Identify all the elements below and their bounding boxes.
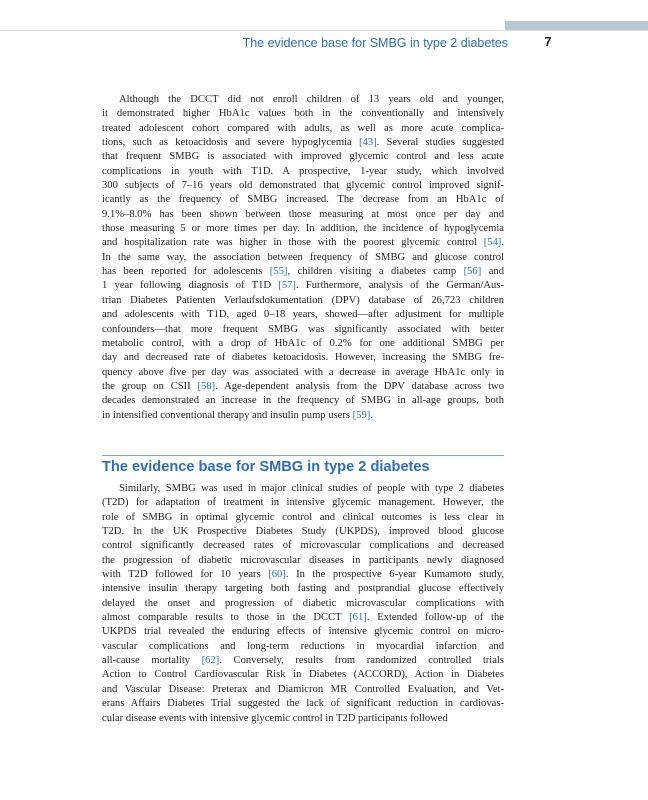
text-line: intensive insulin therapy targeting both fasting and postprandial glucose effectively [102, 583, 504, 595]
text-line: In the same way, the association between frequency of SMBG and glucose control [102, 251, 504, 263]
text-line: control significantly decreased rates of microvascular complications and decreased [102, 540, 504, 552]
text-line: the group on CSII [58]. Age-dependent analysis from the DPV database across two [102, 380, 504, 392]
text-line: Similarly, SMBG was used in major clinical studies of people with type 2 diabetes [119, 483, 504, 494]
text-line: that frequent SMBG is associated with improved glycemic control and less acute [102, 151, 504, 163]
text-line: metabolic control, with a drop of HbA1c of 0.2% for one additional SMBG per [102, 337, 504, 349]
text-line: quency above five per day was associated with a decrease in average HbA1c only in [102, 366, 504, 378]
header-rule [0, 30, 648, 31]
text-line: in intensified conventional therapy and insulin pump users [59]. [102, 409, 373, 421]
citation-link[interactable]: [61] [349, 612, 367, 624]
text-line: the progression of diabetic microvascular diseases in participants newly diagnosed [102, 554, 504, 566]
section-heading: The evidence base for SMBG in type 2 diabetes [102, 459, 430, 475]
paragraph-dcct-children [102, 93, 504, 423]
text-line: 1 year following diagnosis of T1D [57]. Furthermore, analysis of the German/Aus- [102, 280, 504, 292]
text-line: has been reported for adolescents [55], children visiting a diabetes camp [56] and [102, 266, 504, 278]
text-line: vascular complications and long-term reductions in myocardial infarction and [102, 640, 504, 652]
text-line: erans Affairs Diabetes Trial suggested the lack of significant reduction in cardiovas- [102, 698, 504, 710]
paragraph-smbg-t2d [102, 482, 504, 726]
text-line: with T2D followed for 10 years [60]. In the prospective 6-year Kumamoto study, [102, 569, 504, 581]
text-line: (T2D) for adaptation of treatment in intensive glycemic management. However, the [102, 497, 504, 509]
citation-link[interactable]: [54] [483, 237, 502, 249]
text-line: role of SMBG in optimal glycemic control and clinical outcomes is less clear in [102, 511, 504, 523]
running-head-title: The evidence base for SMBG in type 2 diabetes [242, 36, 508, 50]
citation-link[interactable]: [57] [278, 280, 296, 292]
text-line: treated adolescent cohort compared with adults, as well as more acute complica- [102, 122, 504, 134]
text-line: 9.1%–8.0% has been shown between those measuring at most once per day and [102, 208, 504, 220]
citation-link[interactable]: [62] [201, 655, 220, 667]
text-line: cular disease events with intensive glycemic control in T2D participants followed [102, 712, 448, 724]
page-number: 7 [544, 34, 552, 49]
text-line: delayed the onset and progression of diabetic microvascular complications with [102, 597, 504, 609]
text-line: 300 subjects of 7–16 years old demonstrated that glycemic control improved signif- [102, 180, 504, 192]
text-line: and hospitalization rate was higher in those with the poorest glycemic control [54]. [102, 237, 504, 249]
citation-link[interactable]: [43] [358, 137, 377, 149]
text-line: icantly as the frequency of SMBG increased. The decrease from an HbA1c of [102, 194, 504, 206]
text-line: confounders—that more frequent SMBG was significantly associated with better [102, 323, 504, 335]
text-line: almost comparable results to those in the DCCT [61]. Extended follow-up of the [102, 612, 505, 624]
text-line: UKPDS trial revealed the enduring effects of intensive glycemic control on micro- [102, 626, 504, 638]
text-line: complications in youth with T1D. A prospective, 1-year study, which involved [102, 165, 504, 177]
citation-link[interactable]: [56] [463, 266, 482, 278]
text-line: tions, such as ketoacidosis and severe hypoglycemia [43]. Several studies suggested [102, 137, 504, 149]
text-line: trian Diabetes Patienten Verlaufsdokumentation (DPV) database of 26,723 children [102, 294, 504, 306]
text-line: and Vascular Disease: Preterax and Diamicron MR Controlled Evaluation, and Vet- [102, 683, 504, 695]
text-line: and adolescents with T1D, aged 0–18 years, showed—after adjustment for multiple [102, 309, 504, 321]
text-line: T2D. In the UK Prospective Diabetes Study (UKPDS), improved blood glucose [102, 526, 504, 538]
text-line: Although the DCCT did not enroll children of 13 years old and younger, [119, 94, 504, 105]
text-line: Action to Control Cardiovascular Risk in Diabetes (ACCORD), Action in Diabetes [102, 669, 504, 681]
text-line: those measuring 5 or more times per day. In addition, the incidence of hypoglycemia [102, 223, 504, 235]
text-line: day and decreased rate of diabetes ketoacidosis. However, increasing the SMBG fre- [102, 352, 504, 364]
header-color-bar [505, 21, 648, 30]
citation-link[interactable]: [55] [269, 266, 288, 278]
citation-link[interactable]: [59] [352, 409, 371, 421]
section-rule [102, 455, 504, 456]
citation-link[interactable]: [58] [197, 380, 216, 392]
citation-link[interactable]: [60] [268, 569, 286, 581]
text-line: it demonstrated higher HbA1c values both in the conventionally and intensively [102, 108, 504, 120]
text-line: decades demonstrated an increase in the frequency of SMBG in all-age groups, both [102, 395, 504, 407]
text-line: all-cause mortality [62]. Conversely, results from randomized controlled trials [102, 655, 505, 667]
